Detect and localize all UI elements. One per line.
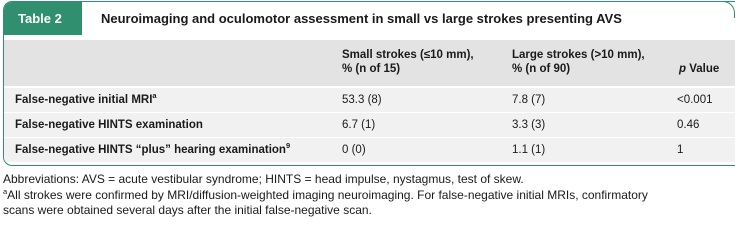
- row-label: False-negative HINTS examination: [15, 119, 203, 131]
- cell-small: 0 (0): [342, 144, 366, 156]
- cell-p-value: <0.001: [677, 94, 713, 106]
- table-footnotes: [3, 172, 739, 219]
- cell-p-value: 1: [677, 144, 684, 156]
- column-header-large-strokes: [512, 48, 645, 76]
- footnote-a: [3, 188, 739, 204]
- cell-large: 1.1 (1): [512, 144, 546, 156]
- column-header-small-line2: % (n of 15): [342, 63, 401, 75]
- table-title-bar: [4, 2, 735, 35]
- column-header-small-strokes: [342, 48, 474, 76]
- table-frame: [3, 1, 735, 166]
- footnote-a-line2: scans were obtained several days after the initial false-negative scan.: [3, 203, 372, 217]
- column-header-large-line1: Large strokes (>10 mm),: [512, 49, 645, 61]
- table-row: [4, 113, 735, 137]
- table-title: Neuroimaging and oculomotor assessment in small vs large strokes presenting AVS: [101, 11, 622, 26]
- row-label-sup: a: [152, 91, 157, 100]
- row-label-text: False-negative initial MRI: [15, 94, 153, 106]
- table-row: [4, 138, 735, 162]
- table-label: Table 2: [4, 2, 82, 35]
- row-label: [15, 138, 290, 162]
- row-label-sup: 9: [285, 141, 291, 150]
- table-header-row: [4, 40, 735, 86]
- column-header-large-line2: % (n of 90): [512, 63, 571, 75]
- footnote-mark: a: [3, 186, 8, 196]
- abbreviations-note: Abbreviations: AVS = acute vestibular syndrome; HINTS = head impulse, nystagmus, test of skew.: [3, 172, 524, 186]
- p-italic: p: [679, 63, 687, 75]
- column-header-p-value: [679, 62, 719, 76]
- row-label-text: False-negative HINTS “plus” hearing examination: [15, 144, 286, 156]
- footnote-a-line1: All strokes were confirmed by MRI/diffusion-weighted imaging neuroimaging. For false-negative initial MRIs, confirmatory: [7, 187, 648, 202]
- cell-large: 7.8 (7): [512, 94, 546, 106]
- row-label: [15, 88, 157, 112]
- p-value-label: Value: [686, 63, 720, 75]
- cell-small: 6.7 (1): [342, 119, 376, 131]
- column-header-small-line1: Small strokes (≤10 mm),: [342, 49, 474, 61]
- cell-large: 3.3 (3): [512, 119, 546, 131]
- cell-small: 53.3 (8): [342, 94, 382, 106]
- table-row: [4, 88, 735, 112]
- cell-p-value: 0.46: [677, 119, 700, 131]
